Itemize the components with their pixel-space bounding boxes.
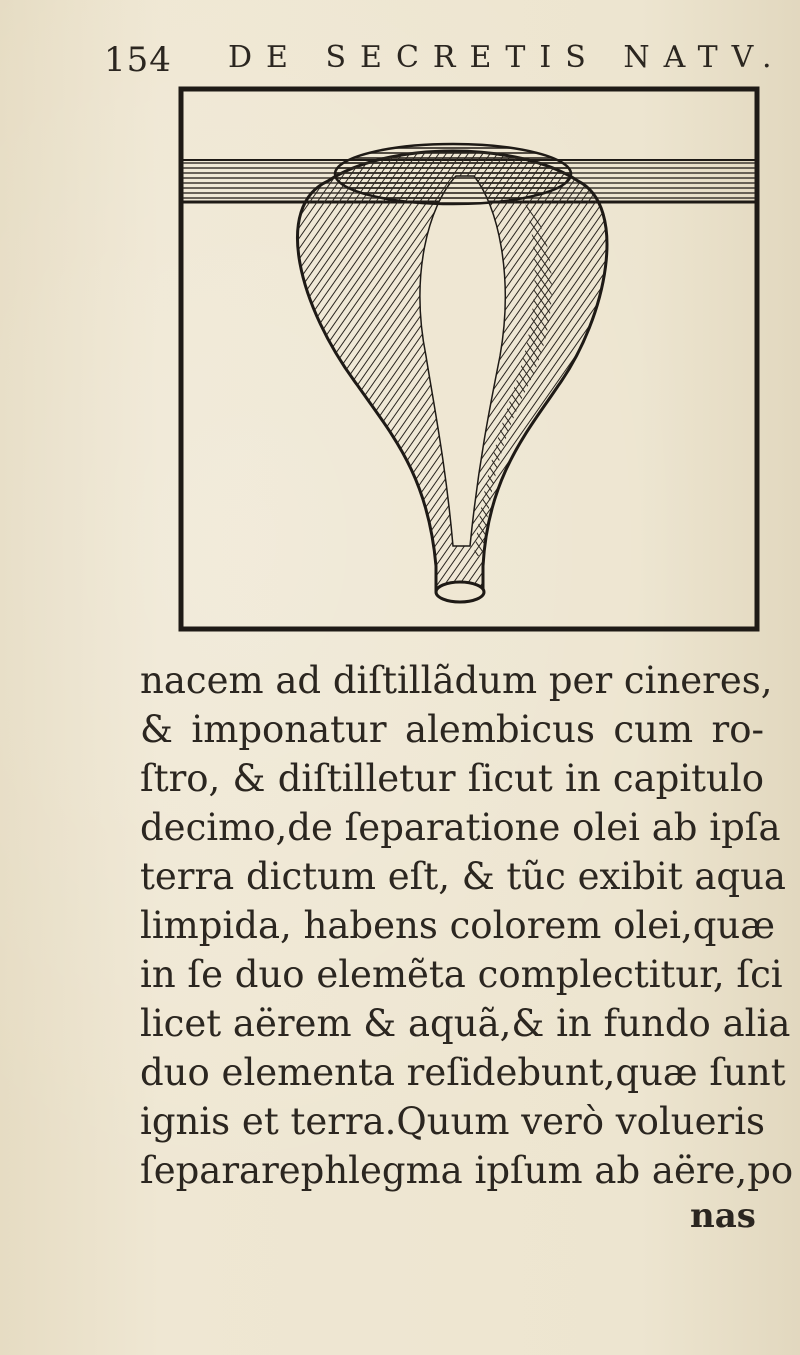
woodcut-illustration <box>178 86 762 634</box>
text-line: ſtro, & diſtilletur ſicut in capitulo <box>140 757 764 800</box>
text-line: licet aërem & aquã,& in fundo alia <box>140 1002 791 1045</box>
text-line: decimo,de ſeparatione olei ab ipſa <box>140 806 781 849</box>
text-line: terra dictum eſt, & tũc exibit aqua <box>140 855 786 898</box>
text-line: limpida, habens colorem olei,quæ <box>140 904 776 947</box>
text-line: ignis et terra.Quum verò volueris <box>140 1100 766 1143</box>
alembic-flask-woodcut-icon <box>178 86 762 634</box>
text-line: in ſe duo elemẽta complectitur, ſci <box>140 953 783 996</box>
main-text <box>140 656 794 1195</box>
running-title: DE SECRETIS NATV. <box>228 40 786 75</box>
text-line: & imponatur alembicus cum ro- <box>140 708 764 751</box>
text-line: duo elementa reſidebunt,quæ ſunt <box>140 1051 786 1094</box>
catchword: nas <box>690 1196 756 1236</box>
page-number: 154 <box>104 40 172 80</box>
text-line: nacem ad diſtillãdum per cineres, <box>140 659 773 702</box>
text-line: ſepararephlegma ipſum ab aëre,po <box>140 1149 794 1192</box>
